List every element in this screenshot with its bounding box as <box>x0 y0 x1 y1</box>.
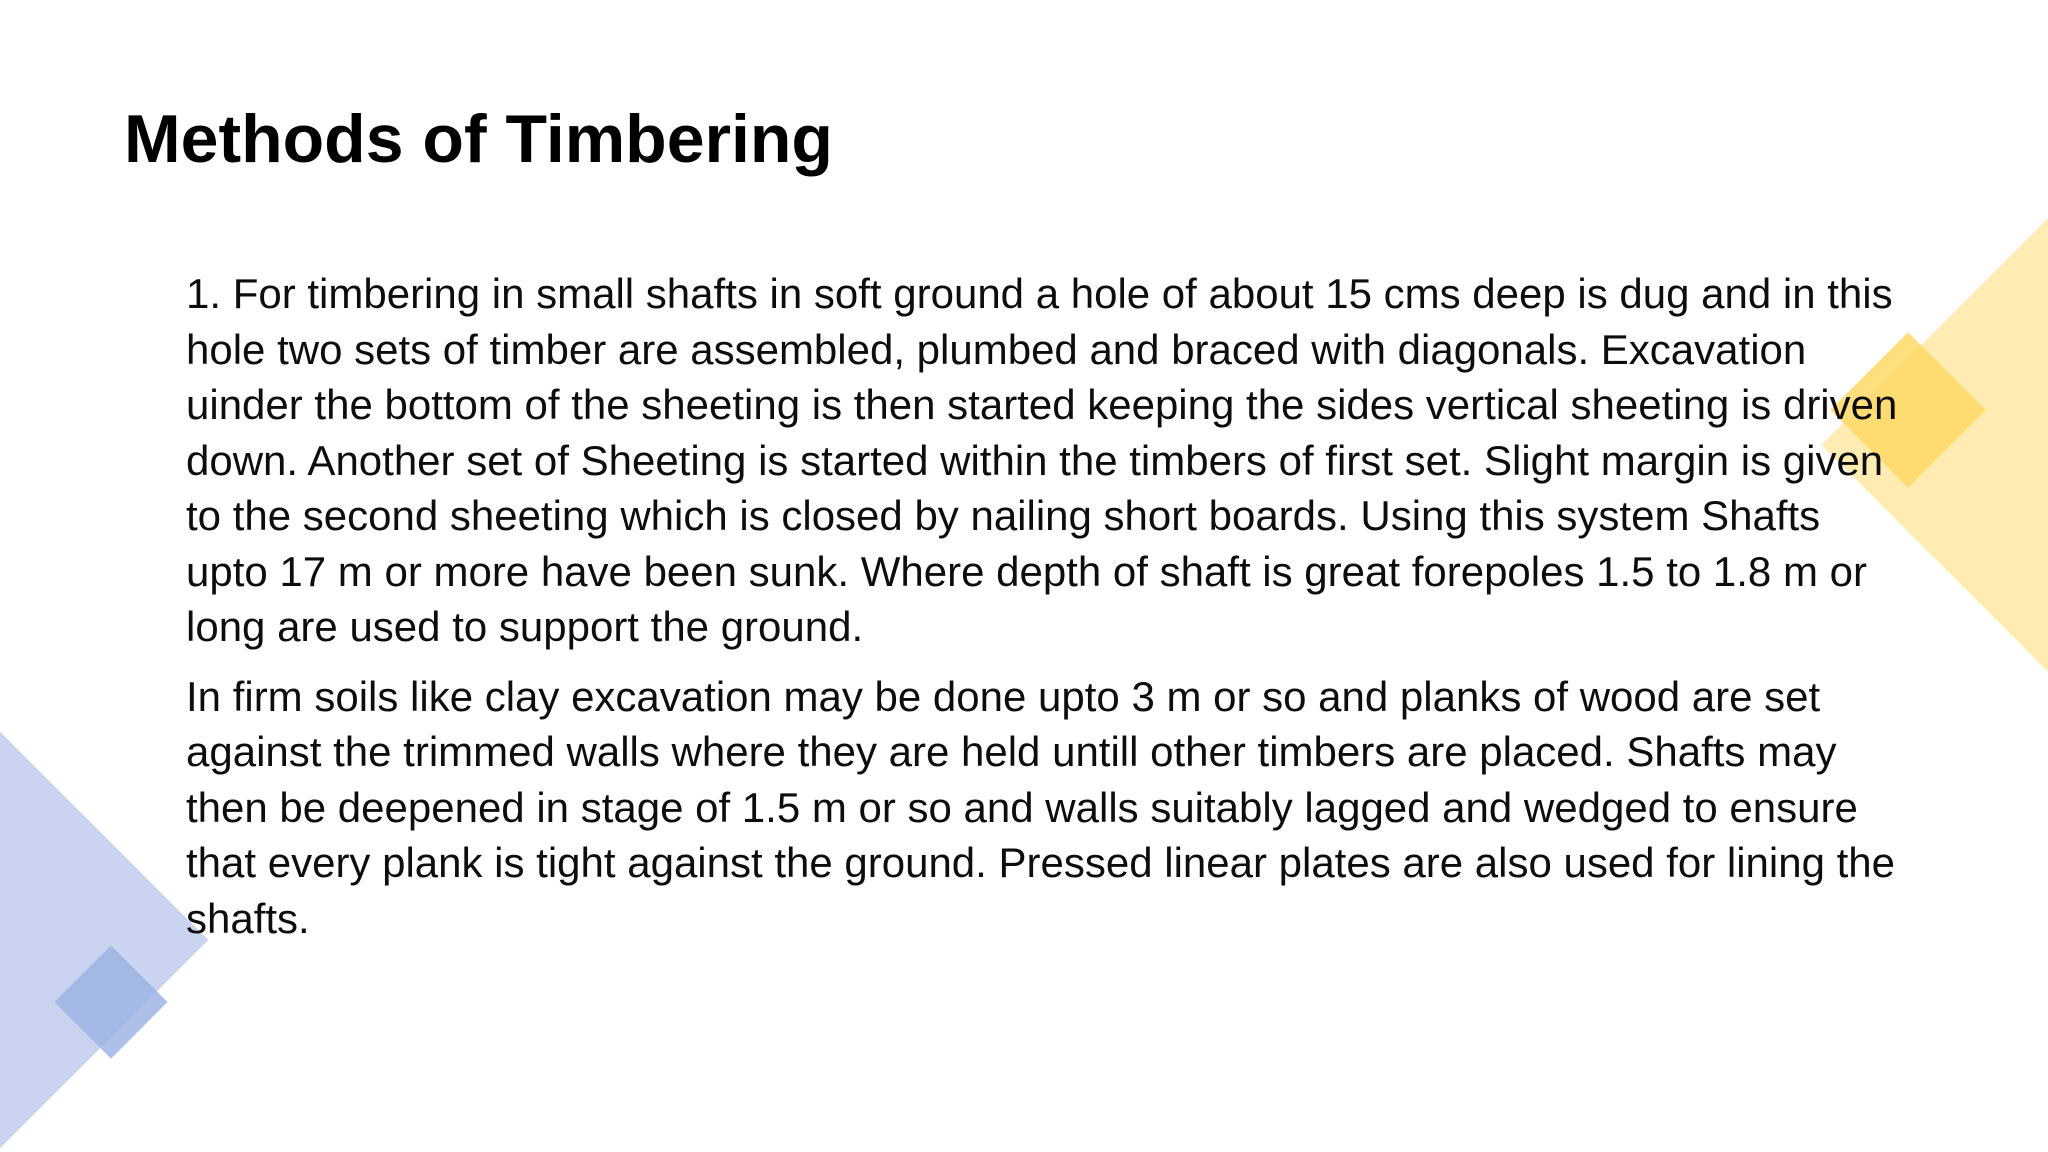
body-paragraph-2: In firm soils like clay excavation may be done upto 3 m or so and planks of wood are set against the trimmed walls where they are held untill other timbers are placed. Shafts may then be deepened in stage of 1.5 m or so and walls suitably lagged and wedged to ensure that every plank is tight against the ground. Pressed linear plates are also used for lining the shafts. <box>186 672 1896 942</box>
slide-body <box>186 266 1906 960</box>
slide-title: Methods of Timbering <box>124 101 833 177</box>
body-paragraph-1: 1. For timbering in small shafts in soft ground a hole of about 15 cms deep is dug and in this hole two sets of timber are assembled, plumbed and braced with diagonals. Excavation uinder the bottom of the sheeting is then started keeping the sides vertical sheeting is driven down. Another set of Sheeting is started within the timbers of first set. Slight margin is given to the second sheeting which is closed by nailing short boards. Using this system Shafts upto 17 m or more have been sunk. Where depth of shaft is great forepoles 1.5 to 1.8 m or long are used to support the ground. <box>186 270 1898 650</box>
blue-diamond-decoration <box>0 707 208 1152</box>
